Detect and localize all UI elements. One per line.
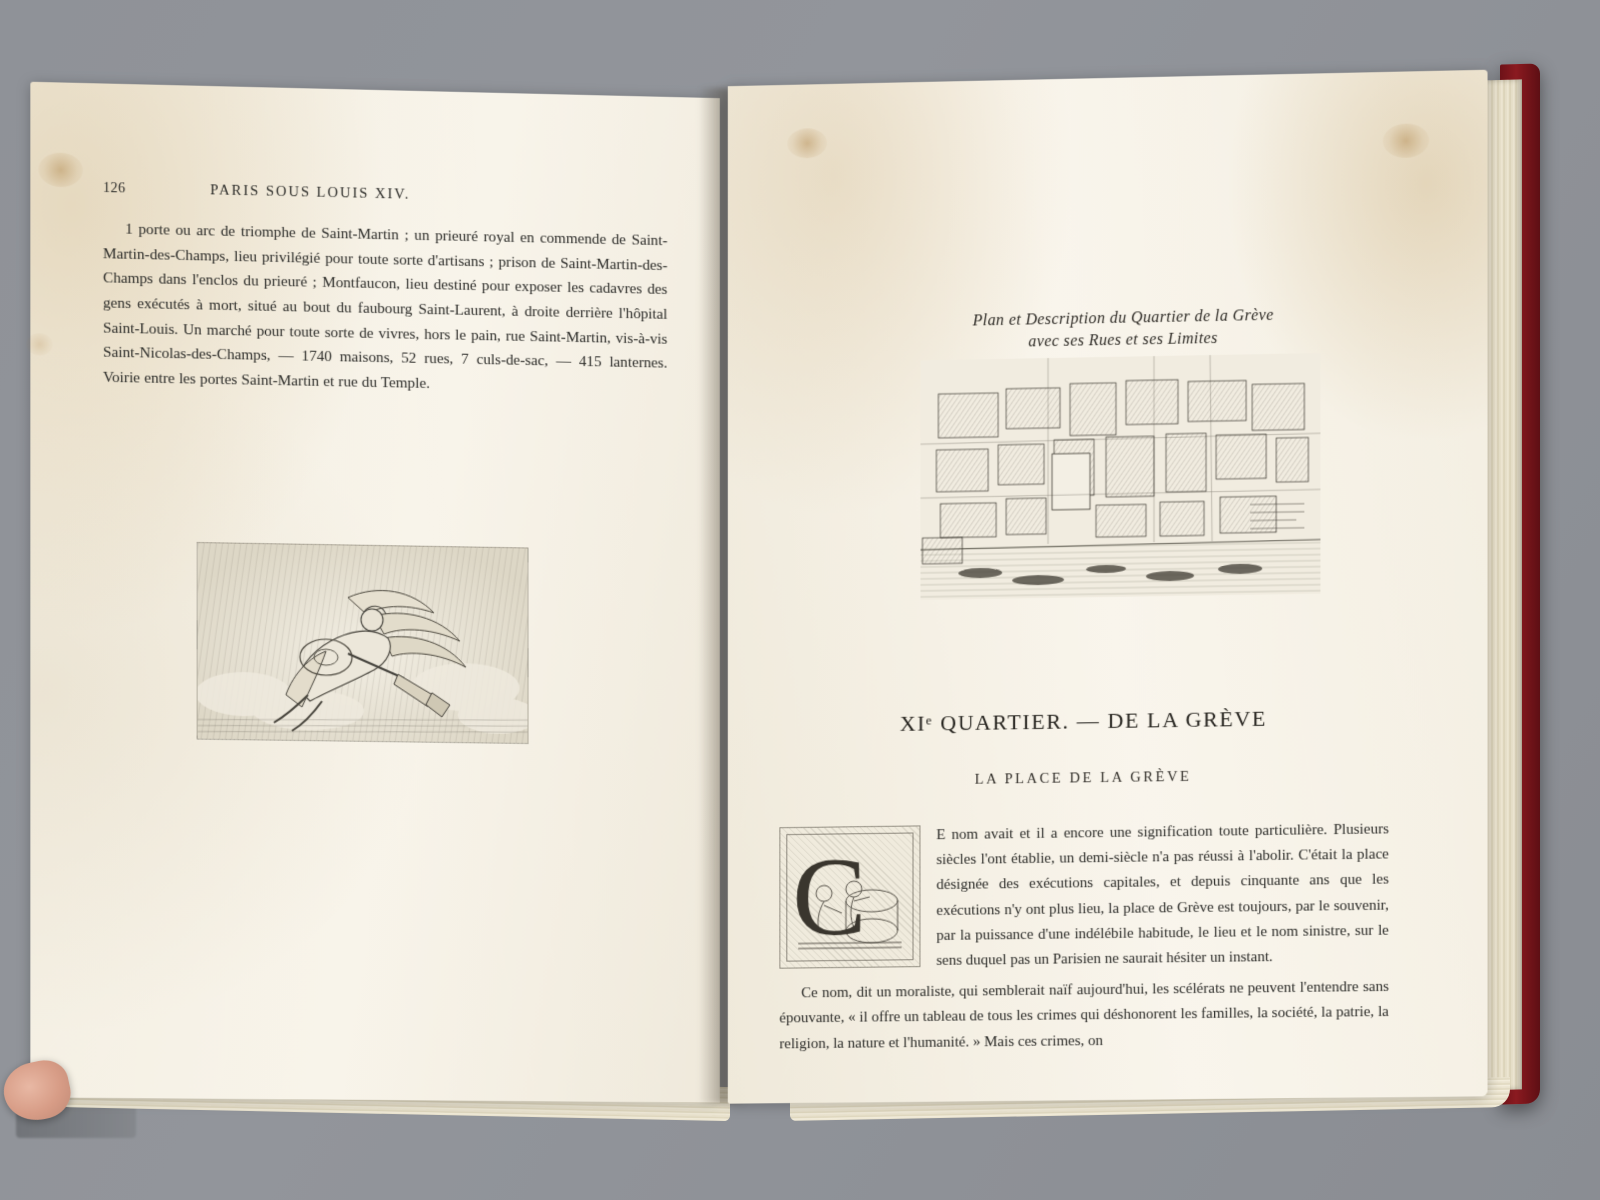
map-title-line1: Plan et Description du Quartier de la Grève — [972, 306, 1274, 330]
angel-engraving — [197, 542, 529, 744]
map-plate — [920, 353, 1320, 600]
right-page — [728, 70, 1488, 1104]
left-page-text-block — [103, 180, 667, 409]
running-head-title: PARIS SOUS LOUIS XIV. — [210, 182, 411, 203]
section-subhead: LA PLACE DE LA GRÈVE — [974, 768, 1192, 788]
chapter-heading-wrap — [779, 704, 1388, 791]
running-head — [103, 180, 667, 209]
foxing-spot — [38, 152, 82, 187]
decorated-initial — [779, 825, 920, 968]
quartier-de-la-greve-map — [909, 304, 1339, 641]
map-title — [909, 304, 1339, 355]
foxing-spot — [787, 128, 827, 159]
folio-number: 126 — [103, 180, 126, 197]
left-page — [30, 82, 720, 1103]
dropcap-letter: C — [792, 835, 867, 960]
right-page-text-block — [779, 182, 1388, 1057]
open-book — [10, 28, 1550, 1148]
foxing-spot — [1383, 123, 1429, 158]
left-page-paragraph: 1 porte ou arc de triomphe de Saint-Martin ; un prieuré royal en commende de Saint-Martin-des-Champs, lieu privilégié pour toute sorte d'artisans ; prison de Saint-Martin-des-Champs dans l'enclos du prieuré ; Montfaucon, lieu destiné pour exposer les cadavres des gens exécutés à mort, situé au bout du faubourg Saint-Laurent, à droite derrière l'hôpital Saint-Louis. Un marché pour toute sorte de vivres, hors le pain, rue Saint-Martin, vis-à-vis Saint-Nicolas-des-Champs, — 1740 maisons, 52 rues, 7 culs-de-sac, — 415 lanternes. Voirie entre les portes Saint-Martin et rue du Temple. — [103, 220, 668, 392]
map-title-line2: avec ses Rues et ses Limites — [1028, 329, 1218, 351]
chapter-title: XIᵉ QUARTIER. — DE LA GRÈVE — [899, 705, 1268, 736]
foxing-spot — [26, 333, 52, 356]
second-paragraph: Ce nom, dit un moraliste, qui semblerait naïf aujourd'hui, les scélérats ne peuvent l'entendre sans épouvante, « il offre un tableau de tous les crimes qui déshonorent les familles, la société, la patrie, la religion, la nature et l'humanité. » Mais ces crimes, on — [779, 978, 1389, 1052]
first-paragraph: E nom avait et il a encore une signification toute particulière. Plusieurs siècles l'ont établie, un demi-siècle n'a pas réussi à l'abolir. C'était la place désignée des exécutions capitales, et depuis cinquante ans que les exécutions n'y ont plus lieu, la place de Grève est toujours, par le souvenir, par la puissance d'une indélébile habitude, le lieu et le nom sinistre, sur le sens duquel pas un Parisien ne saurait hésiter un instant. — [936, 821, 1389, 969]
dropcap-paragraph-block — [779, 817, 1388, 975]
